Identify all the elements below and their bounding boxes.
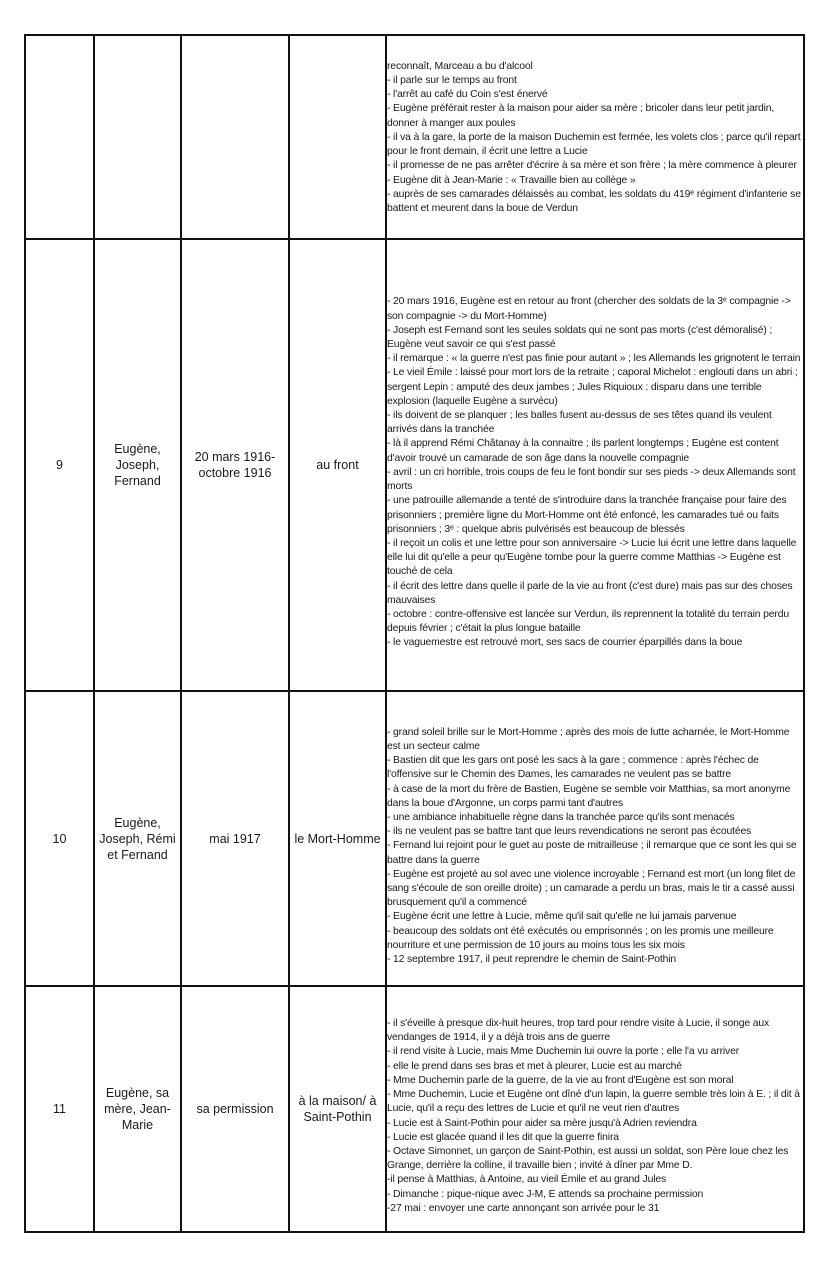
- event-line: - Joseph est Fernand sont les seules soldats qui ne sont pas morts (c'est démoralisé) ; Eugène veut savoir ce qui s'est passé: [387, 324, 773, 351]
- event-line: - Mme Duchemin, Lucie et Eugène ont dîné d'un lapin, la guerre semble très loin à E. ; il dit à Lucie, qu'il a reçu des lettres de Lucie et qu'il ne veut rien d'autres: [387, 1089, 800, 1115]
- events-cell: [386, 239, 804, 691]
- event-line: - avril : un cri horrible, trois coups de feu le font bondir sur ses pieds -> deux Allemands sont morts: [387, 466, 796, 493]
- event-line: - il reçoit un colis et une lettre pour son anniversaire -> Lucie lui écrit une lettre dans laquelle elle lui dit qu'elle a peur qu'Eugène tombe pour la guerre comme Matthias -> Eugène est touché de cela: [387, 537, 797, 578]
- event-line: - Fernand lui rejoint pour le guet au poste de mitrailleuse ; il remarque que ce sont les qui se battre dans la guerre: [387, 840, 797, 866]
- event-line: - il va à la gare, la porte de la maison Duchemin est fermée, les volets clos ; parce qu'il repart pour le front demain, il écrit une lettre a Lucie: [387, 131, 801, 158]
- characters-cell: Eugène, Joseph, Fernand: [94, 239, 181, 691]
- event-line: - il remarque : « la guerre n'est pas finie pour autant » ; les Allemands les grignotent le terrain: [387, 353, 801, 365]
- event-line: - grand soleil brille sur le Mort-Homme ; après des mois de lutte acharnée, le Mort-Homme est un secteur calme: [387, 726, 790, 752]
- event-line: - elle le prend dans ses bras et met à pleurer, Lucie est au marché: [387, 1060, 682, 1072]
- events-cell: [386, 986, 804, 1232]
- event-line: - auprès de ses camarades délaissés au combat, les soldats du 419ᵉ régiment d'infanterie se battent et meurent dans la boue de Verdun: [387, 188, 801, 214]
- event-line: - il écrit des lettre dans quelle il parle de la vie au front (c'est dure) mais pas sur des choses mauvaises: [387, 580, 793, 606]
- event-line: - Octave Simonnet, un garçon de Saint-Pothin, est aussi un soldat, son Père loue chez les Grange, derrière la colline, il travaille bien ; invité à dîner par Mme D.: [387, 1145, 789, 1172]
- characters-cell: Eugène, Joseph, Rémi et Fernand: [94, 691, 181, 986]
- event-line: - Lucie est à Saint-Pothin pour aider sa mère jusqu'à Adrien reviendra: [387, 1117, 697, 1129]
- event-line: - il s'éveille à presque dix-huit heures, trop tard pour rendre visite à Lucie, il songe aux vendanges de 1914, il y a déjà trois ans de guerre: [387, 1018, 770, 1044]
- event-line: - le vaguemestre est retrouvé mort, ses sacs de courrier éparpillés dans la boue: [387, 637, 743, 649]
- chapter-number-cell: [25, 35, 94, 239]
- event-line: - Eugène écrit une lettre à Lucie, même qu'il sait qu'elle ne lui jamais parvenue: [387, 911, 737, 923]
- place-cell: à la maison/ à Saint-Pothin: [289, 986, 386, 1232]
- event-line: - il rend visite à Lucie, mais Mme Duchemin lui ouvre la porte ; elle l'a vu arriver: [387, 1046, 740, 1058]
- event-line: - Mme Duchemin parle de la guerre, de la vie au front d'Eugène est son moral: [387, 1074, 734, 1086]
- date-cell: 20 mars 1916- octobre 1916: [181, 239, 289, 691]
- characters-cell: Eugène, sa mère, Jean-Marie: [94, 986, 181, 1232]
- event-line: - l'arrêt au café du Coin s'est énervé: [387, 89, 548, 101]
- place-cell: au front: [289, 239, 386, 691]
- events-cell: [386, 35, 804, 239]
- event-line: - Le vieil Émile : laissé pour mort lors de la retraite ; caporal Michelot : englouti dans un abri ; sergent Lepin : amputé des deux jambes ; Jules Riquioux : disparu dans une terrible explosion (laquelle Eugène a survécu): [387, 367, 798, 407]
- event-line: - une patrouille allemande a tenté de s'introduire dans la tranchée française pour faire des prisonniers ; première ligne du Mort-Homme ont été enfoncé, les camarades tué ou faits prisonniers ; 3ᵉ : quelque abris pulvérisés est beaucoup de blessés: [387, 495, 787, 535]
- date-cell: [181, 35, 289, 239]
- event-line: -27 mai : envoyer une carte annonçant son arrivée pour le 31: [387, 1202, 660, 1214]
- event-line: - Eugène dit à Jean-Marie : « Travaille bien au collège »: [387, 174, 636, 186]
- event-line: - une ambiance inhabituelle règne dans la tranchée parce qu'ils sont menacés: [387, 811, 735, 823]
- event-line: -il pense à Matthias, à Antoine, au vieil Émile et au grand Jules: [387, 1174, 667, 1186]
- chapter-number-cell: 11: [25, 986, 94, 1232]
- event-line: - ils ne veulent pas se battre tant que leurs revendications ne seront pas écoutées: [387, 826, 752, 838]
- event-line: - octobre : contre-offensive est lancée sur Verdun, ils reprennent la totalité du terrain perdu depuis février ; c'était la plus longue bataille: [387, 608, 789, 635]
- date-cell: sa permission: [181, 986, 289, 1232]
- event-line: - là il apprend Rémi Châtanay à la connaitre ; ils parlent longtemps ; Eugène est content d'avoir trouvé un camarade de son âge dans la nouvelle compagnie: [387, 438, 779, 464]
- event-line: reconnaît, Marceau a bu d'alcool: [387, 60, 533, 72]
- date-cell: mai 1917: [181, 691, 289, 986]
- place-cell: [289, 35, 386, 239]
- events-cell: [386, 691, 804, 986]
- event-line: - Eugène est projeté au sol avec une violence incroyable ; Fernand est mort (un long filet de sang s'écoule de son oreille droite) ; un camarade a perdu un bras, mais le tir a cassé aussi brusquement qu'il a commencé: [387, 868, 796, 909]
- table-row: [25, 239, 804, 691]
- event-line: - 12 septembre 1917, il peut reprendre le chemin de Saint-Pothin: [387, 954, 677, 966]
- chapter-summary-table: [24, 34, 805, 1233]
- event-line: - à case de la mort du frère de Bastien, Eugène se semble voir Matthias, sa mort anonyme dans la boue d'Argonne, un corps parmi tant d'autres: [387, 783, 791, 809]
- characters-cell: [94, 35, 181, 239]
- event-line: - Lucie est glacée quand il les dit que la guerre finira: [387, 1131, 619, 1143]
- chapter-number-cell: 10: [25, 691, 94, 986]
- event-line: - Eugène préférait rester à la maison pour aider sa mère ; bricoler dans leur petit jardin, donner à manger aux poules: [387, 103, 775, 129]
- event-line: - il parle sur le temps au front: [387, 75, 517, 87]
- table-row: [25, 986, 804, 1232]
- table-row: [25, 691, 804, 986]
- place-cell: le Mort-Homme: [289, 691, 386, 986]
- event-line: - 20 mars 1916, Eugène est en retour au front (chercher des soldats de la 3ᵉ compagnie -> son compagnie -> du Mort-Homme): [387, 296, 791, 322]
- chapter-number-cell: 9: [25, 239, 94, 691]
- event-line: - ils doivent de se planquer ; les balles fusent au-dessus de ses têtes quand ils veulent arrivés dans la tranchée: [387, 410, 772, 436]
- event-line: - il promesse de ne pas arrêter d'écrire à sa mère et son frère ; la mère commence à pleurer: [387, 160, 797, 172]
- table-row: [25, 35, 804, 239]
- event-line: - Dimanche : pique-nique avec J-M, E attends sa prochaine permission: [387, 1188, 704, 1200]
- event-line: - beaucoup des soldats ont été exécutés ou emprisonnés ; on les promis une meilleure nourriture et une permission de 10 jours au moins tous les six mois: [387, 925, 774, 951]
- event-line: - Bastien dit que les gars ont posé les sacs à la gare ; commence : après l'échec de l'offensive sur le Chemin des Dames, les camarades ne veulent pas se battre: [387, 755, 759, 781]
